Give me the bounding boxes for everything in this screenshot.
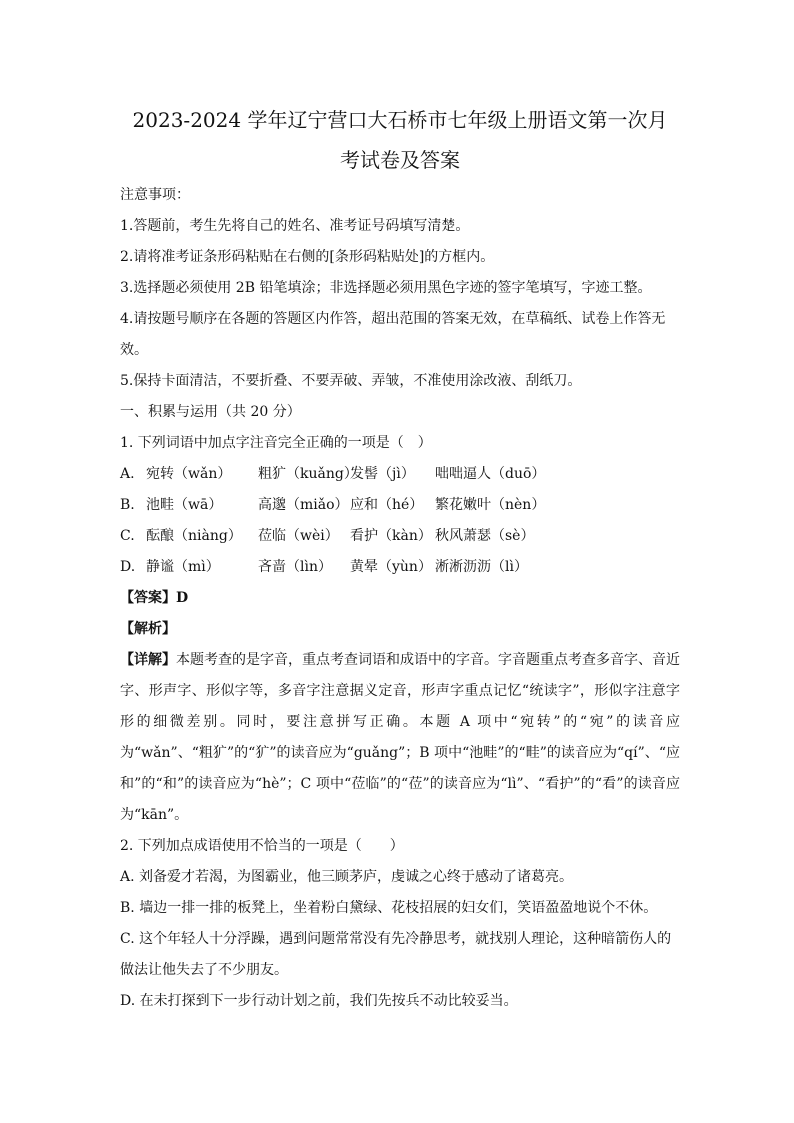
option-word: 繁花嫩叶（nèn） — [435, 497, 546, 513]
option-word: 吝啬（lìn） — [258, 559, 332, 575]
notice-item: 5.保持卡面清洁，不要折叠、不要弄破、弄皱，不准使用涂改液、刮纸刀。 — [120, 373, 582, 389]
notice-item: 3.选择题必须使用 2B 铅笔填涂；非选择题必须用黑色字迹的签字笔填写，字迹工整。 — [120, 280, 652, 296]
section-heading: 一、积累与运用（共 20 分） — [120, 404, 301, 420]
question-2-option-b — [120, 893, 680, 924]
question-2-option-d — [120, 986, 680, 1017]
option-label: C. — [120, 528, 135, 544]
option-word: 池畦（wā） — [146, 497, 223, 513]
option-word: 看护（kàn） — [350, 528, 432, 544]
option-label: A. — [120, 869, 135, 885]
option-word: 粗犷（kuǎng） — [258, 466, 358, 482]
option-text: 在未打探到下一步行动计划之前，我们先按兵不动比较妥当。 — [139, 993, 518, 1009]
option-word: 淅淅沥沥（lì） — [435, 559, 528, 575]
notice-heading: 注意事项： — [120, 187, 190, 203]
option-word: 秋风萧瑟（sè） — [435, 528, 535, 544]
title-line-1: 2023-2024 学年辽宁营口大石桥市七年级上册语文第一次月 — [132, 108, 668, 132]
option-word: 酝酿（niàng） — [146, 528, 242, 544]
option-label: D. — [120, 993, 136, 1009]
question-2-option-c — [120, 924, 680, 986]
question-2-stem: 2. 下列加点成语使用不恰当的一项是（ ） — [120, 838, 404, 854]
option-word: 宛转（wǎn） — [146, 466, 232, 482]
option-label: A. — [120, 466, 135, 482]
notice-item: 2.请将准考证条形码粘贴在右侧的[条形码粘贴处]的方框内。 — [120, 249, 495, 265]
option-word: 莅临（wèi） — [258, 528, 339, 544]
answer-label: 【答案】D — [120, 590, 189, 606]
analysis-heading: 【解析】 — [120, 621, 176, 637]
option-text: 刘备爱才若渴，为图霸业，他三顾茅庐，虔诚之心终于感动了诸葛亮。 — [139, 869, 574, 885]
option-label: D. — [120, 559, 136, 575]
question-2-option-a — [120, 862, 680, 893]
question-1-option-d — [120, 552, 680, 583]
notice-item: 4.请按题号顺序在各题的答题区内作答，超出范围的答案无效，在草稿纸、试卷上作答无效。 — [120, 311, 666, 358]
option-label: C. — [120, 931, 135, 947]
option-word: 黄晕（yùn） — [350, 559, 432, 575]
option-word: 高邈（miǎo） — [258, 497, 349, 513]
title-line-2: 考试卷及答案 — [340, 148, 460, 172]
detail-text: 本题考查的是字音，重点考查词语和成语中的字音。字音题重点考查多音字、音近字、形声字、形似字等，多音字注意据义定音，形声字重点记忆“统读字”，形似字注意字形的细微差别。同时，要注意拼写正确。本题 A 项中“宛转”的“宛”的读音应为“wǎn”、“粗犷”的“犷”的读音应为“guǎng”；B 项中“池畦”的“畦”的读音应为“qí”、“应和”的“和”的读音应为“hè”；C 项中“莅临”的“莅”的读音应为“lì”、“看护”的“看”的读音应为“kān”。 — [120, 652, 680, 823]
question-1-option-a — [120, 459, 680, 490]
question-1-option-b — [120, 490, 680, 521]
option-word: 静谧（mì） — [146, 559, 220, 575]
question-1-stem: 1. 下列词语中加点字注音完全正确的一项是（ ） — [120, 435, 432, 451]
notice-item: 1.答题前，考生先将自己的姓名、准考证号码填写清楚。 — [120, 218, 470, 234]
option-word: 咄咄逼人（duō） — [435, 466, 546, 482]
document-content — [120, 100, 680, 1017]
option-word: 应和（hé） — [350, 497, 424, 513]
document-title — [120, 100, 680, 180]
option-word: 发髻（jì） — [350, 466, 415, 482]
analysis-detail — [120, 645, 680, 831]
question-1-option-c — [120, 521, 680, 552]
option-label: B. — [120, 900, 135, 916]
detail-label: 【详解】 — [120, 652, 176, 668]
option-text: 墙边一排一排的板凳上，坐着粉白黛绿、花枝招展的妇女们，笑语盈盈地说个不休。 — [139, 900, 658, 916]
option-label: B. — [120, 497, 135, 513]
option-text: 这个年轻人十分浮躁，遇到问题常常没有先冷静思考，就找别人理论，这种暗箭伤人的做法让他失去了不少朋友。 — [120, 931, 672, 978]
